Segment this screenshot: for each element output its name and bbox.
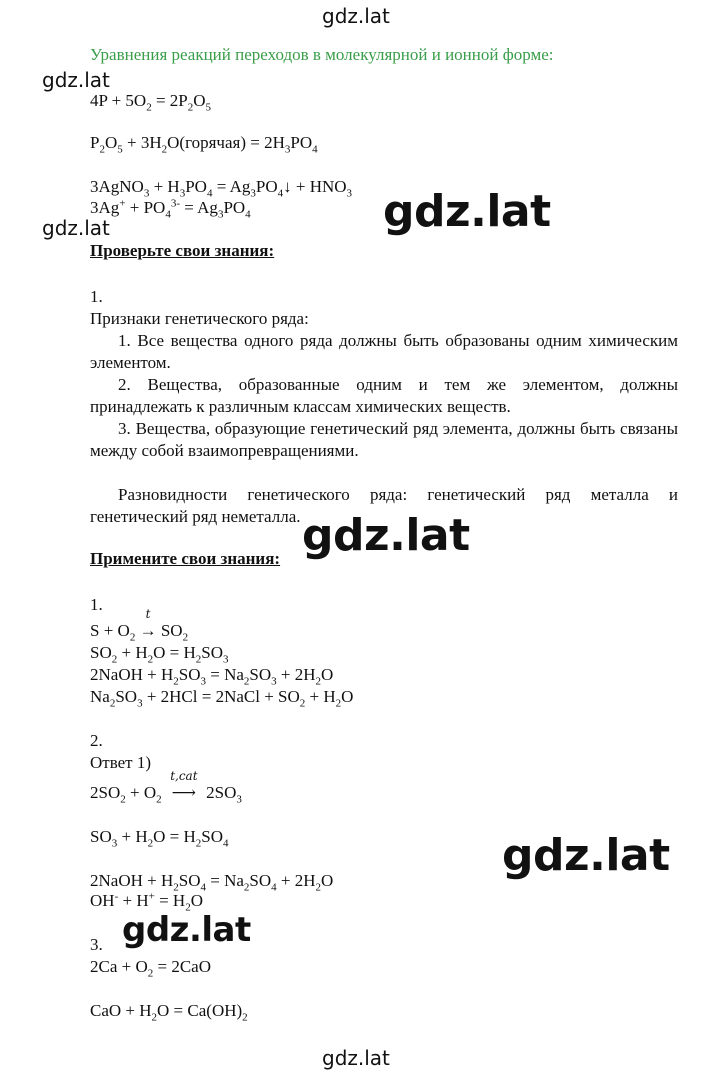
section-apply-knowledge: Примените свои знания:: [90, 549, 281, 568]
apply-number-1: 1.: [90, 595, 103, 614]
equation-s-o2: $S + O_2$ t → $SO_2$: [90, 607, 189, 644]
apply-answer-1: Ответ 1): [90, 753, 152, 772]
equation-p-o2: $4P + 5O_2 = 2P_2O_5$: [90, 91, 212, 114]
check-varieties: Разновидности генетического ряда: генетический ряд металла и генетический ряд неметалла.: [90, 485, 678, 526]
check-item-3: 3. Вещества, образующие генетический ряд элемента, должны быть связаны между собой взаимопревращениями.: [90, 419, 678, 460]
watermark-left-1: gdz.lat: [42, 68, 110, 92]
equation-na2so3-hcl: $Na_2SO_3 + 2HCl$ = 2NaCl + $SO_2 + H_2O$: [90, 687, 354, 710]
equation-oh-h-ionic: $OH^- + H^+ = H_2O$: [90, 890, 203, 914]
arrow-t: t →: [139, 607, 157, 640]
equation-p2o5-h2o: $P_2O_5$ + $3H_2O(горячая) = 2H_3PO_4$: [90, 133, 318, 156]
equation-agno3: 3AgNO$_3$ + $H_3PO_4$ = $Ag_3PO_4↓ + HNO_3$: [90, 177, 353, 200]
check-number: 1.: [90, 287, 103, 306]
check-item-2: 2. Вещества, образованные одним и тем же элементом, должны принадлежать к различным классам химических веществ.: [90, 375, 678, 416]
equation-ag-ionic: $3Ag^+ + PO_4^{3-} = Ag_3PO_4$: [90, 197, 251, 221]
apply-number-2: 2.: [90, 731, 103, 750]
equation-naoh-h2so3: 2NaOH + $H_2SO_3 = Na_2SO_3 + 2H_2O$: [90, 665, 334, 688]
equation-cao-h2o: CaO + $H_2O = Ca(OH)_2$: [90, 1001, 248, 1024]
equation-so2-o2: $2SO_2 + O_2$ t,cat ⟶ $2SO_3$: [90, 769, 242, 806]
watermark-left-2: gdz.lat: [42, 216, 110, 240]
watermark-big-2: gdz.lat: [302, 510, 470, 561]
watermark-top: gdz.lat: [322, 4, 390, 28]
watermark-bottom: gdz.lat: [322, 1046, 390, 1070]
watermark-big-1: gdz.lat: [383, 186, 551, 237]
check-item-1: 1. Все вещества одного ряда должны быть образованы одним химическим элементом.: [90, 331, 678, 372]
equation-so3-h2o: $SO_3 + H_2O = H_2SO_4$: [90, 827, 229, 850]
section-check-knowledge: Проверьте свои знания:: [90, 241, 275, 260]
heading-transitions: Уравнения реакций переходов в молекулярной и ионной форме:: [90, 45, 554, 64]
check-title: Признаки генетического ряда:: [90, 309, 309, 328]
equation-so2-h2o: $SO_2 + H_2O = H_2SO_3$: [90, 643, 229, 666]
equation-naoh-h2so4: 2NaOH + $H_2SO_4 = Na_2SO_4 + 2H_2O$: [90, 871, 334, 894]
arrow-t-cat: t,cat ⟶: [170, 769, 198, 802]
equation-ca-o2: $2Ca + O_2 = 2CaO$: [90, 957, 211, 980]
apply-number-3: 3.: [90, 935, 103, 954]
watermark-big-3: gdz.lat: [502, 830, 670, 881]
watermark-big-4: gdz.lat: [122, 910, 251, 950]
